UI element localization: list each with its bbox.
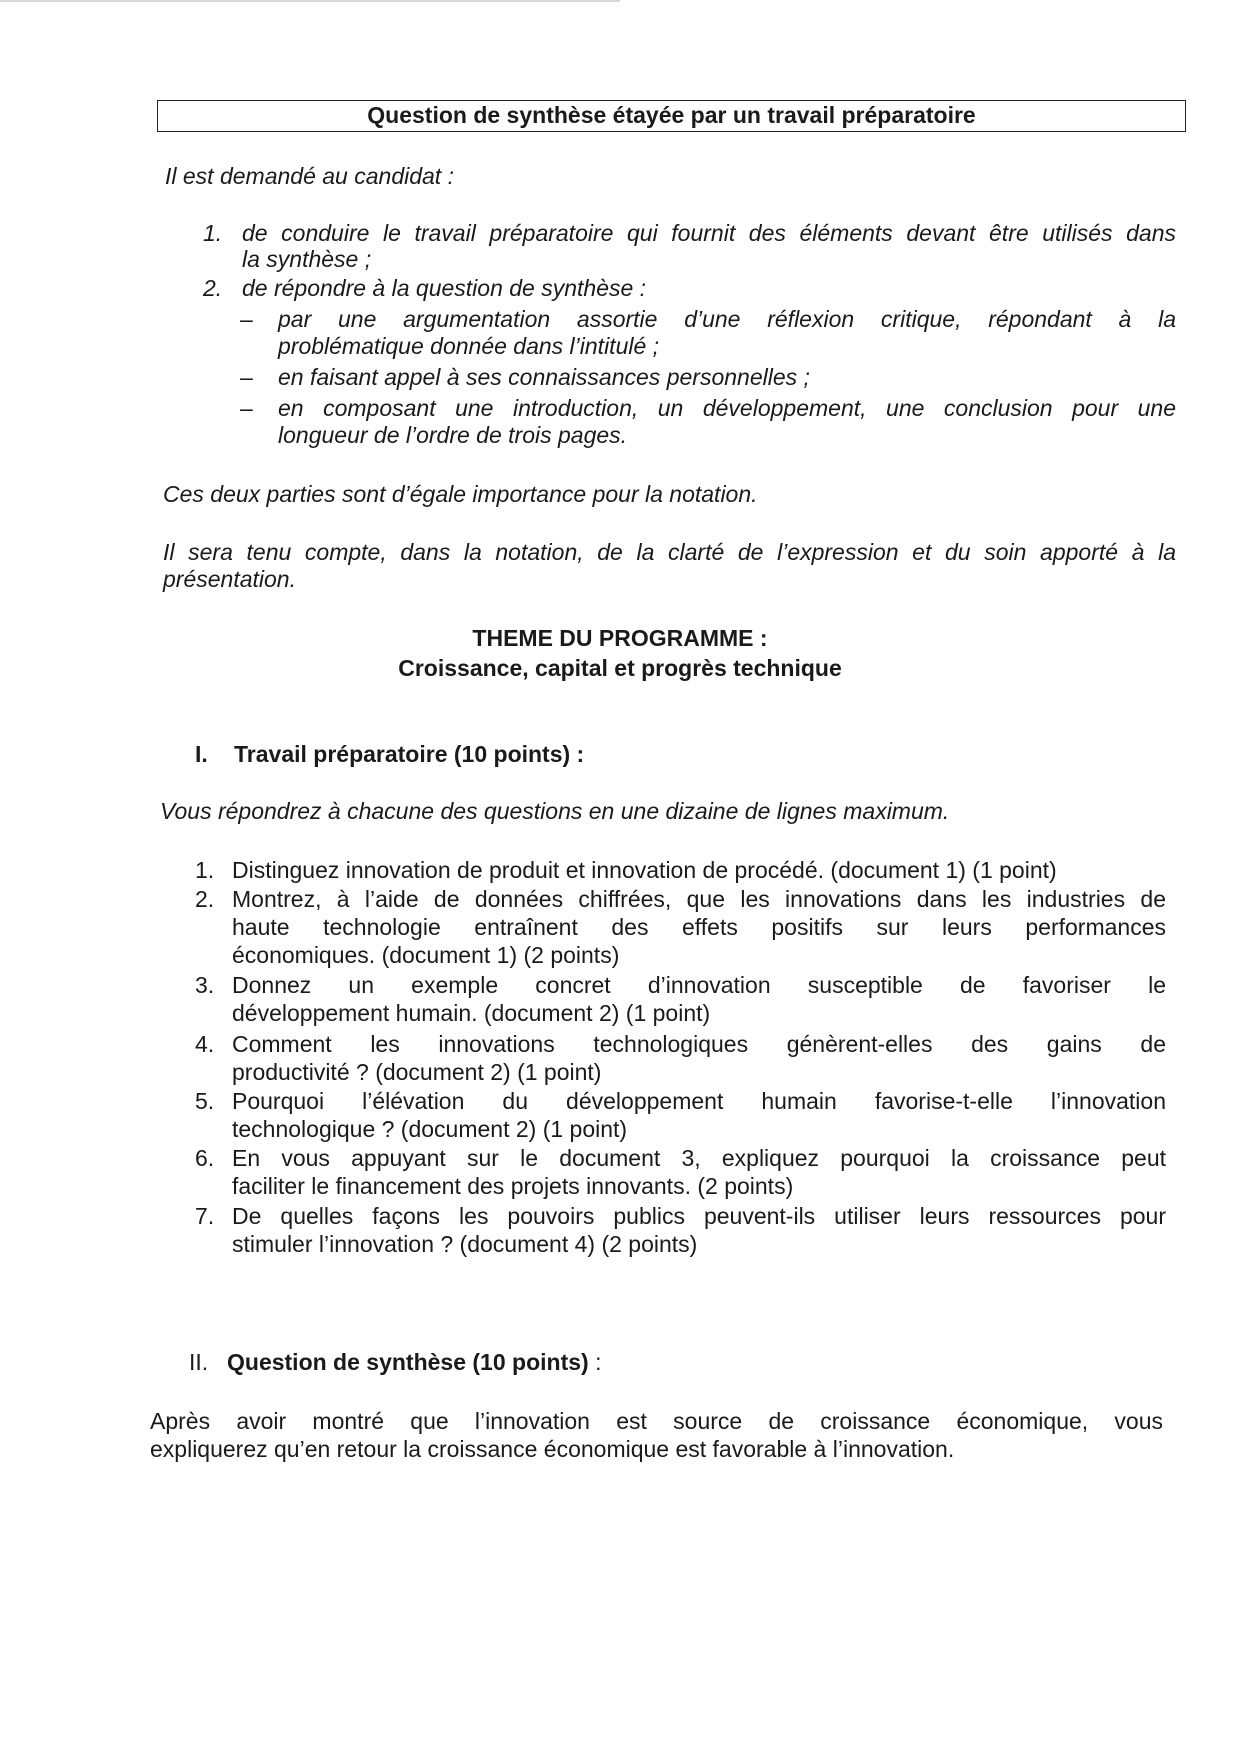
question-2-line-3: économiques. (document 1) (2 points)	[232, 942, 620, 968]
part1-title: Travail préparatoire (10 points) :	[234, 741, 585, 767]
part2-numeral: II.	[189, 1349, 209, 1375]
part1-numeral: I.	[195, 741, 208, 767]
question-5-number: 5.	[195, 1088, 215, 1114]
theme-title: Croissance, capital et progrès technique	[398, 655, 842, 681]
synthesis-question-line-1: Après avoir montré que l’innovation est source de croissance économique, vous	[150, 1408, 1163, 1434]
question-7-line-1: De quelles façons les pouvoirs publics peuvent-ils utiliser leurs ressources pour	[232, 1203, 1166, 1229]
part2-heading	[227, 1349, 601, 1376]
subitem-2-line-1: en faisant appel à ses connaissances personnelles ;	[278, 364, 810, 390]
instruction-1-number: 1.	[203, 220, 223, 246]
question-7-line-2: stimuler l’innovation ? (document 4) (2 points)	[232, 1231, 698, 1257]
question-4-line-2: productivité ? (document 2) (1 point)	[232, 1059, 602, 1085]
question-6-line-1: En vous appuyant sur le document 3, expliquez pourquoi la croissance peut	[232, 1145, 1166, 1171]
theme-heading: THEME DU PROGRAMME :	[472, 625, 768, 651]
note-presentation-line-2: présentation.	[163, 566, 296, 592]
question-1-line-1: Distinguez innovation de produit et innovation de procédé. (document 1) (1 point)	[232, 857, 1057, 883]
question-2-line-2: haute technologie entraînent des effets positifs sur leurs performances	[232, 914, 1166, 940]
subitem-2-dash: –	[240, 364, 253, 390]
part2-title-suffix: :	[588, 1349, 602, 1375]
question-6-number: 6.	[195, 1145, 215, 1171]
part2-title: Question de synthèse (10 points)	[227, 1349, 589, 1375]
subitem-1-dash: –	[240, 306, 253, 332]
question-4-line-1: Comment les innovations technologiques génèrent-elles des gains de	[232, 1031, 1166, 1057]
subitem-1-line-1: par une argumentation assortie d’une réflexion critique, répondant à la	[278, 306, 1176, 332]
question-2-number: 2.	[195, 886, 215, 912]
subitem-3-line-1: en composant une introduction, un développement, une conclusion pour une	[278, 395, 1176, 421]
instruction-1-line-1: de conduire le travail préparatoire qui fournit des éléments devant être utilisés dans	[242, 220, 1176, 246]
question-1-number: 1.	[195, 857, 215, 883]
instruction-1-line-2: la synthèse ;	[242, 246, 372, 272]
instructions-intro: Il est demandé au candidat :	[165, 163, 454, 189]
question-2-line-1: Montrez, à l’aide de données chiffrées, que les innovations dans les industries de	[232, 886, 1166, 912]
subitem-3-dash: –	[240, 395, 253, 421]
question-7-number: 7.	[195, 1203, 215, 1229]
subitem-1-line-2: problématique donnée dans l’intitulé ;	[278, 333, 660, 359]
page-title: Question de synthèse étayée par un travail préparatoire	[157, 100, 1186, 132]
question-3-number: 3.	[195, 972, 215, 998]
question-3-line-2: développement humain. (document 2) (1 point)	[232, 1000, 711, 1026]
instruction-2-line-1: de répondre à la question de synthèse :	[242, 275, 647, 301]
question-5-line-1: Pourquoi l’élévation du développement humain favorise-t-elle l’innovation	[232, 1088, 1166, 1114]
synthesis-question-line-2: expliquerez qu’en retour la croissance économique est favorable à l’innovation.	[150, 1436, 955, 1462]
question-3-line-1: Donnez un exemple concret d’innovation susceptible de favoriser le	[232, 972, 1166, 998]
question-4-number: 4.	[195, 1031, 215, 1057]
part1-intro: Vous répondrez à chacune des questions en une dizaine de lignes maximum.	[160, 798, 950, 824]
question-6-line-2: faciliter le financement des projets innovants. (2 points)	[232, 1173, 794, 1199]
subitem-3-line-2: longueur de l’ordre de trois pages.	[278, 422, 628, 448]
note-equal-importance: Ces deux parties sont d’égale importance pour la notation.	[163, 481, 758, 507]
question-5-line-2: technologique ? (document 2) (1 point)	[232, 1116, 628, 1142]
note-presentation-line-1: Il sera tenu compte, dans la notation, de la clarté de l’expression et du soin apporté à la	[163, 539, 1176, 565]
instruction-2-number: 2.	[203, 275, 223, 301]
